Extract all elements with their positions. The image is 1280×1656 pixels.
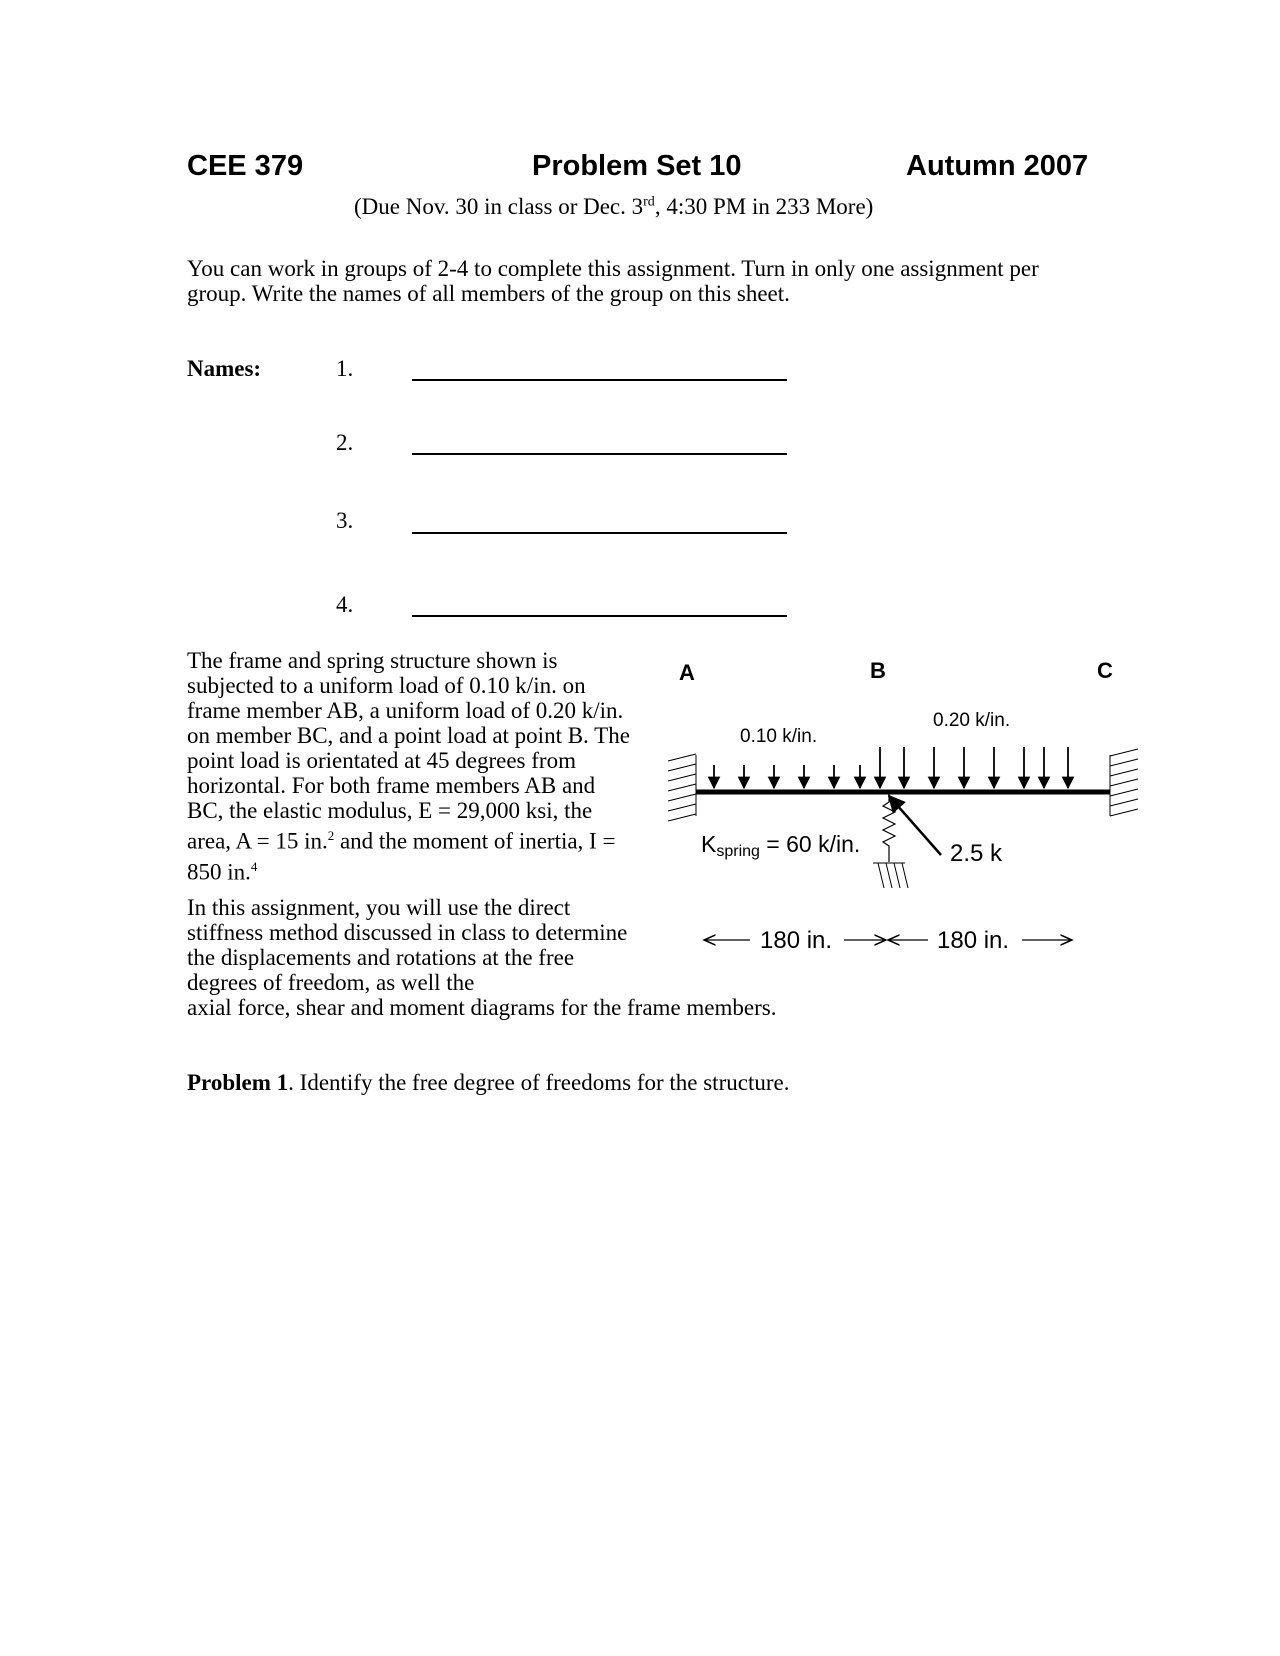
point-load-label: 2.5 k (950, 840, 1003, 867)
span-ab-label: 180 in. (760, 927, 833, 950)
dimension-bc (888, 927, 1072, 950)
due-text-start: (Due Nov. 30 in class or Dec. 3 (354, 194, 644, 219)
due-date (354, 194, 873, 220)
name-number-1: 1. (336, 356, 354, 381)
fixed-support-right (1110, 749, 1138, 816)
load-bc-label: 0.20 k/in. (933, 710, 1011, 731)
dimension-ab (704, 927, 886, 950)
point-load-arrow (889, 796, 941, 855)
spring (883, 794, 895, 862)
node-b-label: B (870, 658, 886, 683)
node-a-label: A (679, 660, 695, 685)
spring-value: = 60 k/in. (759, 831, 861, 857)
assignment-text: In this assignment, you will use the direct stiffness method discussed in class to determine the displacements and rotations at the free degrees of freedom, as well the (187, 895, 628, 995)
page-title: Problem Set 10 (532, 150, 742, 182)
name-number-4: 4. (336, 592, 354, 617)
area-exponent: 2 (327, 828, 335, 843)
span-bc-label: 180 in. (937, 927, 1010, 950)
due-superscript: rd (643, 194, 655, 210)
fixed-support-left (668, 754, 696, 821)
intro-paragraph: You can work in groups of 2-4 to complete this assignment. Turn in only one assignment per group. Write the names of all members of the group on this sheet. (187, 256, 1039, 306)
name-line-1[interactable] (412, 379, 787, 381)
assignment-text-continued: axial force, shear and moment diagrams for the frame members. (187, 995, 777, 1020)
problem-1-label: Problem 1 (187, 1070, 289, 1095)
description-text-1: The frame and spring structure shown is subjected to a uniform load of 0.10 k/in. on frame member AB, a uniform load of 0.20 k/in. on member BC, and a point load at point B. The point load is orientated at 45 degrees from horizontal. For both frame members AB and BC, the elastic modulus, E = 29,000 ksi, the area, A = 15 in. (187, 648, 630, 854)
names-label: Names: (187, 356, 262, 381)
load-ab-label: 0.10 k/in. (740, 726, 818, 747)
spring-k: K (701, 831, 717, 857)
due-text-end: , 4:30 PM in 233 More) (654, 194, 874, 219)
term-label: Autumn 2007 (906, 150, 1089, 182)
name-number-3: 3. (336, 508, 354, 533)
problem-description (187, 648, 632, 884)
frame-diagram (660, 650, 1140, 950)
inertia-exponent: 4 (250, 858, 258, 874)
problem-1-text: . Identify the free degree of freedoms for the structure. (288, 1070, 790, 1095)
spring-constant-label (701, 831, 860, 860)
distributed-load-bc (880, 747, 1068, 788)
name-line-3[interactable] (412, 532, 787, 534)
spring-subscript: spring (716, 843, 760, 860)
distributed-load-ab (714, 765, 860, 788)
description-text-2: and the moment of inertia, I = 850 in. (187, 828, 616, 885)
node-c-label: C (1097, 658, 1113, 683)
spring-ground (873, 863, 908, 888)
course-code: CEE 379 (187, 150, 304, 182)
name-number-2: 2. (336, 430, 354, 455)
problem-1 (187, 1070, 1087, 1096)
name-line-4[interactable] (412, 615, 787, 617)
name-line-2[interactable] (412, 453, 787, 455)
